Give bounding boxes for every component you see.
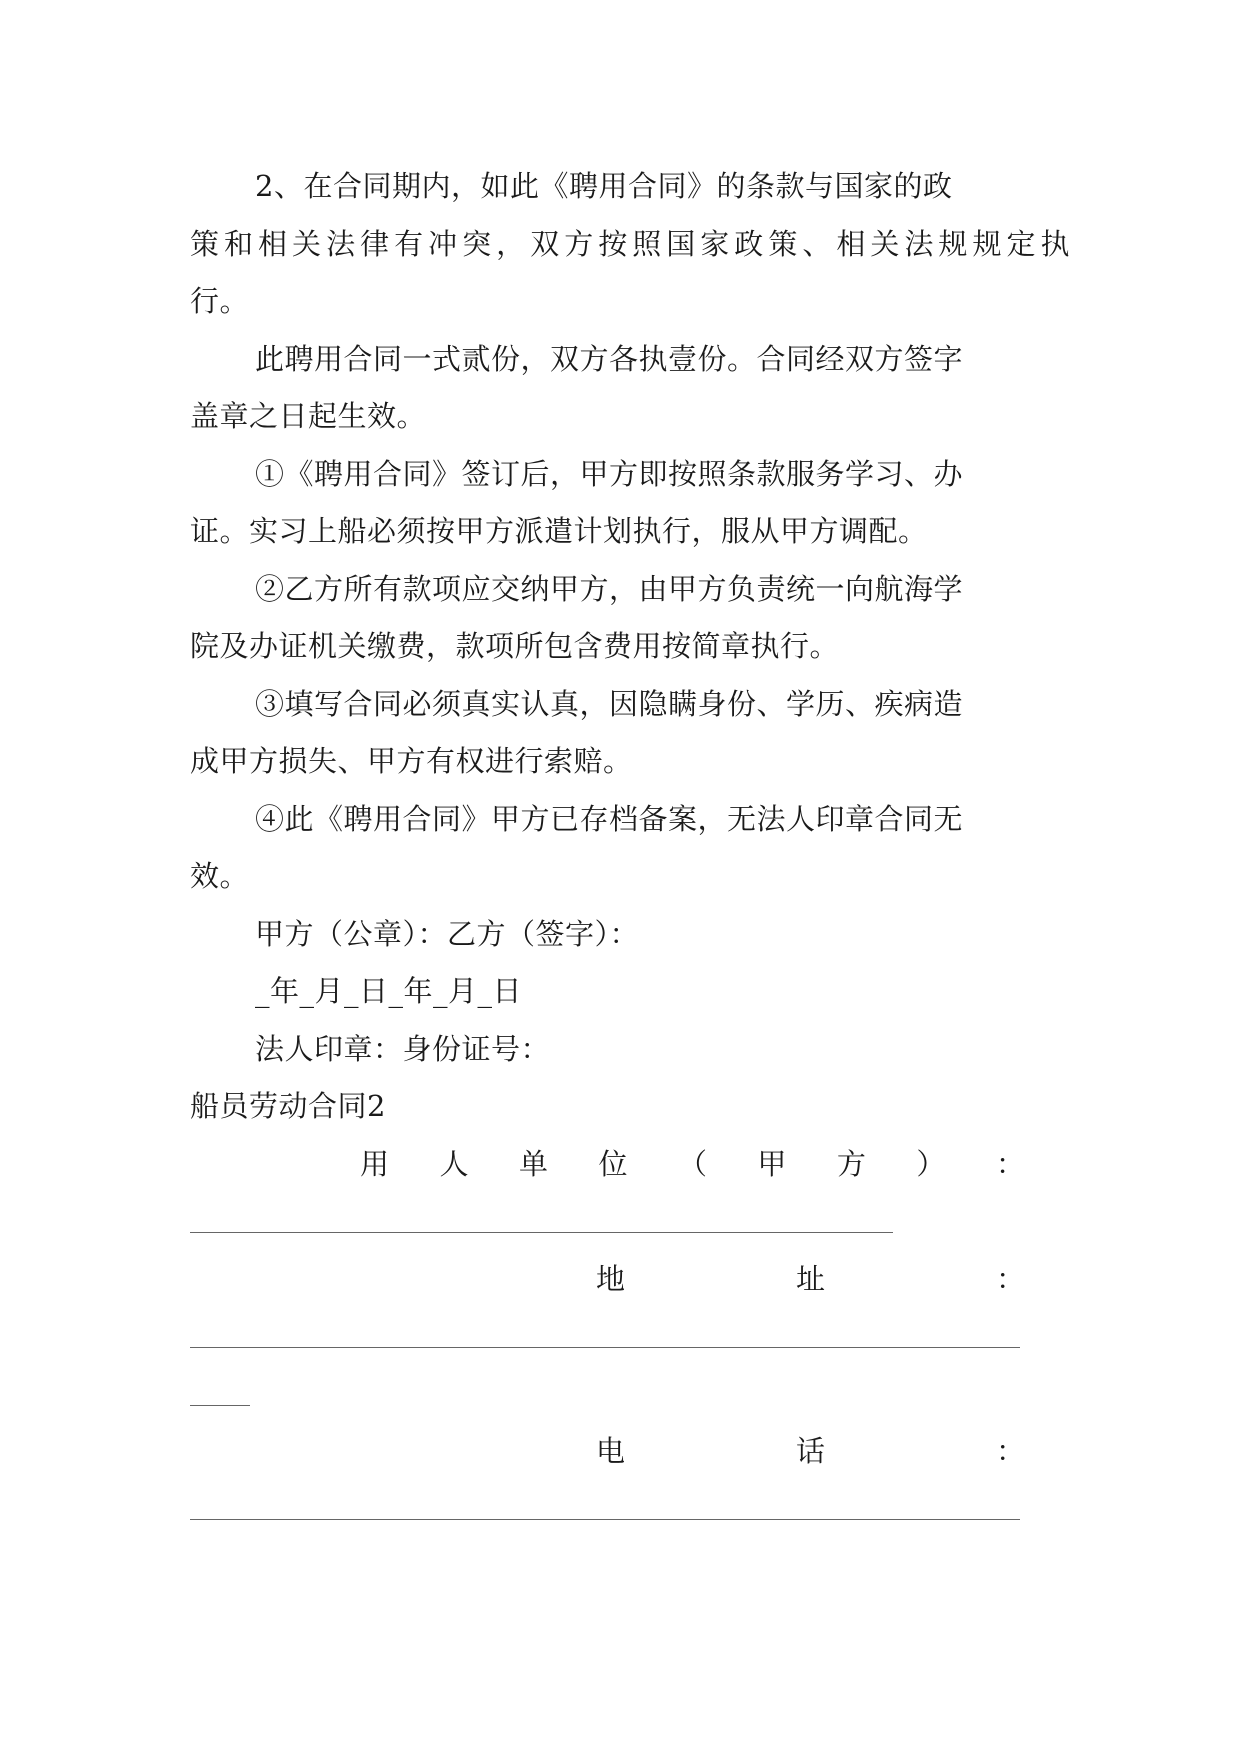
address-char: 址: [795, 1262, 825, 1296]
employer-label: [360, 1144, 1025, 1184]
address-label: [596, 1259, 1025, 1299]
employer-char: 单: [518, 1147, 548, 1181]
address-char: ：: [995, 1262, 1025, 1296]
employer-char: 人: [439, 1147, 469, 1181]
employer-char: ）: [916, 1147, 946, 1181]
employer-blank-line: [190, 1232, 893, 1233]
address-blank-line-1: [190, 1347, 1020, 1348]
phone-char: 话: [795, 1434, 825, 1468]
employer-char: 用: [360, 1147, 390, 1181]
phone-label: [596, 1431, 1025, 1471]
employer-char: 甲: [757, 1147, 787, 1181]
paragraph-5-line-1: ③填写合同必须真实认真，因隐瞒身份、学历、疾病造: [255, 687, 964, 721]
paragraph-1-line-3: 行。: [190, 284, 250, 318]
paragraph-2-line-1: 此聘用合同一式贰份，双方各执壹份。合同经双方签字: [255, 342, 964, 376]
phone-blank-line: [190, 1519, 1020, 1520]
section-title: 船员劳动合同2: [190, 1089, 386, 1123]
employer-char: （: [677, 1147, 707, 1181]
phone-char: ：: [995, 1434, 1025, 1468]
phone-char: 电: [596, 1434, 626, 1468]
paragraph-1-line-2: 策和相关法律有冲突，双方按照国家政策、相关法规规定执: [190, 227, 1070, 261]
employer-char: 位: [598, 1147, 628, 1181]
signature-dates: _年_月_日_年_月_日: [255, 974, 523, 1008]
employer-char: ：: [995, 1147, 1025, 1181]
paragraph-4-line-2: 院及办证机关缴费，款项所包含费用按简章执行。: [190, 629, 840, 663]
paragraph-1-line-1: 2、在合同期内，如此《聘用合同》的条款与国家的政: [255, 169, 953, 203]
employer-char: 方: [836, 1147, 866, 1181]
paragraph-4-line-1: ②乙方所有款项应交纳甲方，由甲方负责统一向航海学: [255, 572, 964, 606]
address-char: 地: [596, 1262, 626, 1296]
address-blank-line-2: [190, 1405, 250, 1406]
paragraph-6-line-2: 效。: [190, 859, 250, 893]
paragraph-3-line-2: 证。实习上船必须按甲方派遣计划执行，服从甲方调配。: [190, 514, 928, 548]
paragraph-2-line-2: 盖章之日起生效。: [190, 399, 427, 433]
paragraph-5-line-2: 成甲方损失、甲方有权进行索赔。: [190, 744, 633, 778]
paragraph-6-line-1: ④此《聘用合同》甲方已存档备案，无法人印章合同无: [255, 802, 964, 836]
signature-parties: 甲方（公章）：乙方（签字）：: [255, 917, 640, 951]
paragraph-3-line-1: ①《聘用合同》签订后，甲方即按照条款服务学习、办: [255, 457, 964, 491]
signature-seal: 法人印章：身份证号：: [255, 1032, 551, 1066]
